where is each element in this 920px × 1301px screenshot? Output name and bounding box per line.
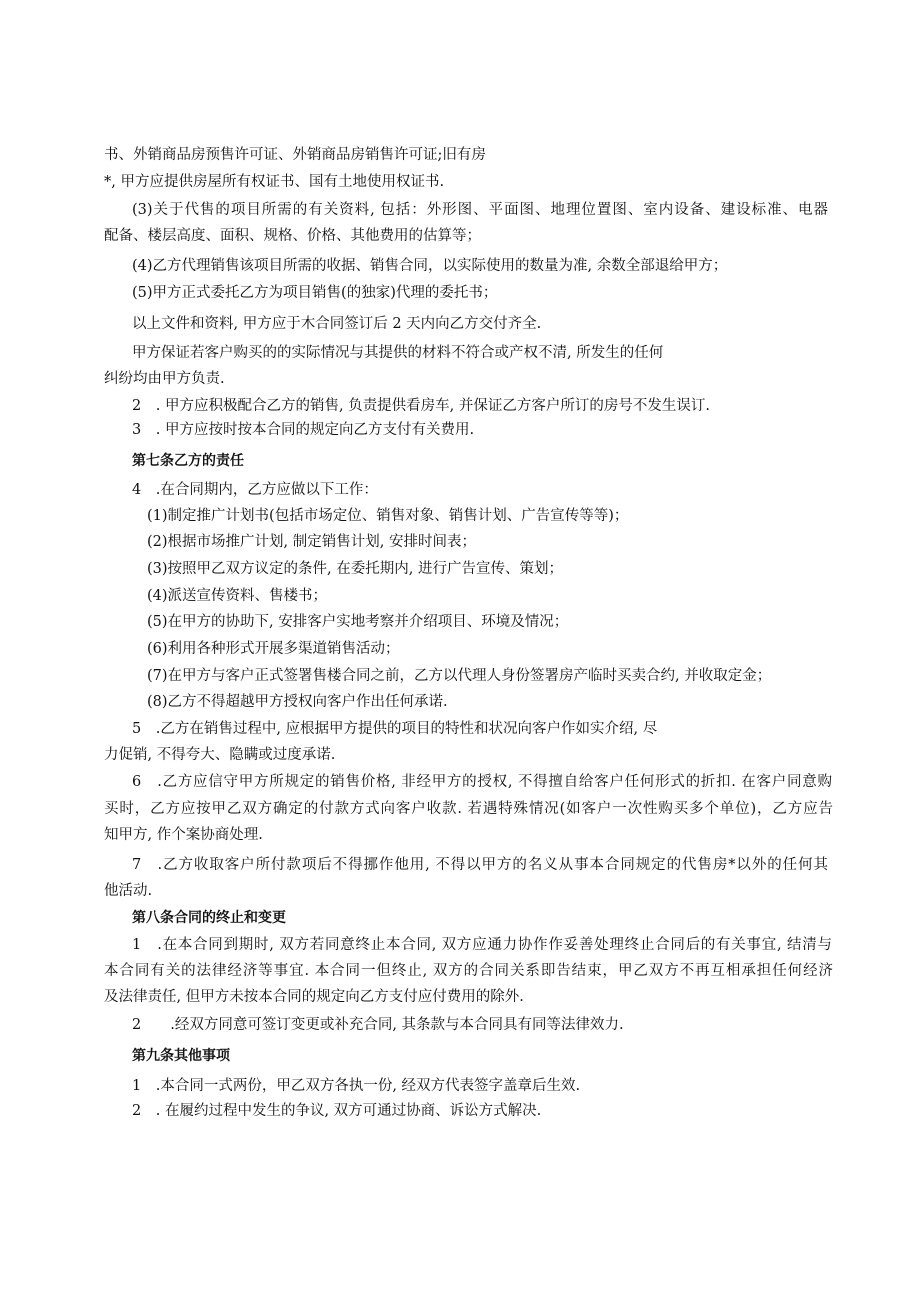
text-line: (1)制定推广计划书(包括市场定位、销售对象、销售计划、广告宣传等等)； [147, 508, 629, 524]
text-line: 3 . 甲方应按时按本合同的规定向乙方支付有关费用. [132, 422, 475, 438]
text-line: *, 甲方应提供房屋所有权证书、国有土地使用权证书. [104, 174, 445, 190]
text-line: 他活动. [104, 883, 153, 899]
text-line: (5)在甲方的协助下, 安排客户实地考察并介绍项目、环境及情况； [147, 614, 569, 630]
text-line: 5 .乙方在销售过程中, 应根据甲方提供的项目的特性和状况向客户作如实介绍, 尽 [132, 721, 658, 737]
text-line: (5)甲方正式委托乙方为项目销售(的独家)代理的委托书； [132, 285, 498, 301]
text-line: 2 .经双方同意可签订变更或补充合同, 其条款与本合同具有同等法律效力. [132, 1017, 624, 1033]
text-line: 配备、楼层高度、面积、规格、价格、其他费用的估算等； [104, 228, 481, 244]
text-line: 及法律责任, 但甲方未按本合同的规定向乙方支付应付费用的除外. [104, 989, 524, 1005]
section-heading: 第八条合同的终止和变更 [132, 910, 286, 926]
text-line: 2 . 甲方应积极配合乙方的销售, 负责提供看房车, 并保证乙方客户所订的房号不发生误订. [132, 398, 710, 414]
text-line: 1 .在本合同到期时, 双方若同意终止本合同, 双方应通力协作作妥善处理终止合同后的有关事宜, 结清与 [132, 937, 832, 953]
text-line: 力促销, 不得夸大、隐瞒或过度承诺. [104, 747, 336, 763]
text-line: 甲方保证若客户购买的的实际情况与其提供的材料不符合或产权不清, 所发生的任何 [132, 345, 664, 361]
text-line: 知甲方, 作个案协商处理. [104, 827, 263, 843]
text-line: (6)利用各种形式开展多渠道销售活动； [147, 641, 400, 657]
text-line: (4)派送宣传资料、售楼书； [147, 588, 328, 604]
text-line: (3)按照甲乙双方议定的条件, 在委托期内, 进行广告宣传、策划； [147, 561, 563, 577]
text-line: 本合同有关的法律经济等事宜. 本合同一但终止, 双方的合同关系即告结束，甲乙双方不再互相承担任何经济 [104, 963, 833, 979]
section-heading: 第七条乙方的责任 [132, 453, 244, 469]
text-line: (3)关于代售的项目所需的有关资料, 包括：外形图、平面图、地理位置图、室内设备、建设标准、电器 [132, 202, 828, 218]
text-line: 2 . 在履约过程中发生的争议, 双方可通过协商、诉讼方式解决. [132, 1103, 542, 1119]
text-line: 1 .本合同一式两份，甲乙双方各执一份, 经双方代表签字盖章后生效. [132, 1078, 581, 1094]
text-line: 7 .乙方收取客户所付款项后不得挪作他用, 不得以甲方的名义从事本合同规定的代售房*以外的任何其 [132, 857, 828, 873]
text-line: 以上文件和资料, 甲方应于木合同签订后 2 天内向乙方交付齐全. [132, 316, 542, 332]
text-line: 6 .乙方应信守甲方所规定的销售价格, 非经甲方的授权, 不得擅自给客户任何形式的折扣. 在客户同意购 [132, 774, 832, 790]
text-line: 纠纷均由甲方负责. [104, 371, 225, 387]
text-line: (8)乙方不得超越甲方授权向客户作出任何承诺. [147, 694, 448, 710]
text-line: 书、外销商品房预售许可证、外销商品房销售许可证;旧有房 [104, 147, 486, 163]
section-heading: 第九条其他事项 [132, 1048, 230, 1064]
text-line: (4)乙方代理销售该项目所需的收据、销售合同，以实际使用的数量为准, 余数全部退给甲方； [132, 258, 728, 274]
text-line: (7)在甲方与客户正式签署售楼合同之前，乙方以代理人身份签署房产临时买卖合约, 并收取定金； [147, 668, 772, 684]
text-line: 买时，乙方应按甲乙双方确定的付款方式向客户收款. 若遇特殊情况(如客户一次性购买多个单位)，乙方应告 [104, 801, 833, 817]
text-line: (2)根据市场推广计划, 制定销售计划, 安排时间表； [147, 534, 476, 550]
text-line: 4 .在合同期内，乙方应做以下工作： [132, 482, 378, 498]
